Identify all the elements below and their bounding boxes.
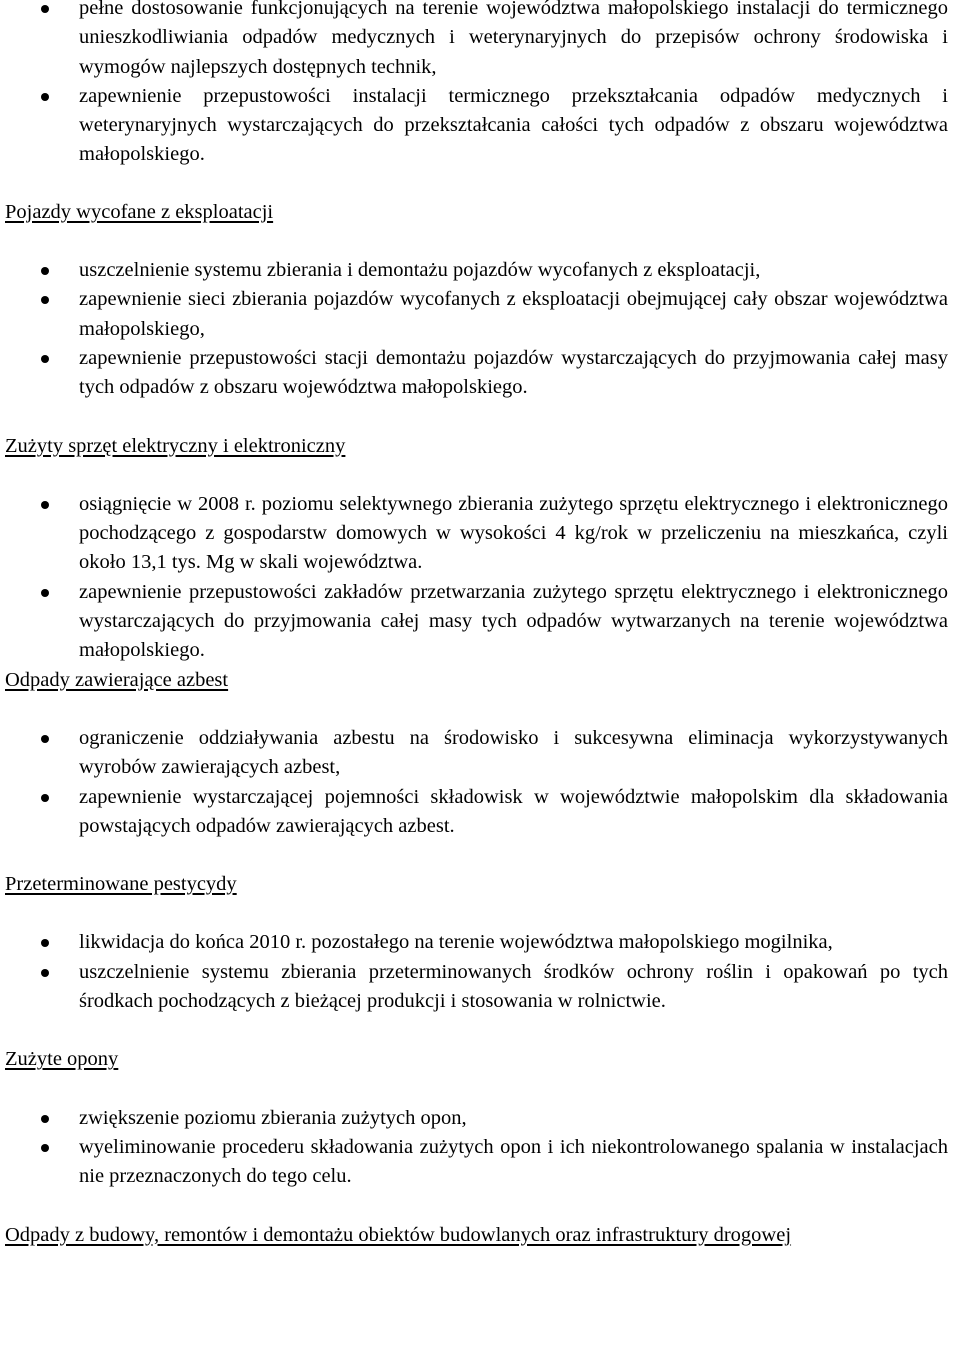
bullet-icon: [41, 5, 49, 13]
list-item: [5, 490, 948, 578]
bullet-list-electronics: [5, 490, 948, 666]
section-heading-pesticides: Przeterminowane pestycydy: [5, 873, 237, 896]
list-item-text: ograniczenie oddziaływania azbestu na środowisko i sukcesywna eliminacja wykorzystywanych wyrobów zawierających azbest,: [79, 726, 948, 779]
list-item-text: pełne dostosowanie funkcjonujących na terenie województwa małopolskiego instalacji do termicznego unieszkodliwiania odpadów medycznych i weterynaryjnych do przepisów ochrony środowiska i wymogów najlepszych dostępnych technik,: [79, 0, 948, 78]
bullet-list-asbestos: [5, 724, 948, 841]
bullet-list-tyres: [5, 1104, 948, 1192]
bullet-list-medical-waste: [5, 0, 948, 170]
list-item-text: zapewnienie przepustowości instalacji termicznego przekształcania odpadów medycznych i weterynaryjnych wystarczających do przekształcania całości tych odpadów z obszaru województwa małopolskiego.: [79, 84, 948, 166]
list-item: [5, 82, 948, 170]
bullet-icon: [41, 355, 49, 363]
list-item: [5, 578, 948, 666]
list-item: [5, 1104, 948, 1133]
bullet-list-vehicles: [5, 256, 948, 402]
list-item-text: wyeliminowanie procederu składowania zużytych opon i ich niekontrolowanego spalania w instalacjach nie przeznaczonych do tego celu.: [79, 1135, 948, 1188]
section-heading-tyres: Zużyte opony: [5, 1048, 119, 1071]
list-item: [5, 1133, 948, 1192]
bullet-icon: [41, 969, 49, 977]
list-item-text: osiągnięcie w 2008 r. poziomu selektywnego zbierania zużytego sprzętu elektrycznego i elektronicznego pochodzącego z gospodarstw domowych w wysokości 4 kg/rok w przeliczeniu na mieszkańca, czyli około 13,1 tys. Mg w skali województwa.: [79, 492, 948, 574]
bullet-icon: [41, 794, 49, 802]
list-item: [5, 928, 948, 957]
list-item-text: uszczelnienie systemu zbierania i demontażu pojazdów wycofanych z eksploatacji,: [79, 259, 761, 282]
list-item: [5, 0, 948, 82]
list-item: [5, 285, 948, 344]
list-item-text: uszczelnienie systemu zbierania przeterminowanych środków ochrony roślin i opakowań po tych środkach pochodzących z bieżącej produkcji i stosowania w rolnictwie.: [79, 960, 948, 1013]
list-item-text: zapewnienie przepustowości zakładów przetwarzania zużytego sprzętu elektrycznego i elektronicznego wystarczających do przyjmowania całej masy tych odpadów wytwarzanych na terenie województwa małopolskiego.: [79, 580, 948, 662]
bullet-icon: [41, 735, 49, 743]
bullet-icon: [41, 1115, 49, 1123]
list-item-text: zapewnienie sieci zbierania pojazdów wycofanych z eksploatacji obejmującej cały obszar województwa małopolskiego,: [79, 288, 948, 340]
bullet-icon: [41, 267, 49, 275]
list-item-text: likwidacja do końca 2010 r. pozostałego na terenie województwa małopolskiego mogilnika,: [79, 931, 833, 954]
list-item-text: zwiększenie poziomu zbierania zużytych opon,: [79, 1106, 467, 1129]
list-item: [5, 783, 948, 842]
list-item: [5, 344, 948, 403]
bullet-icon: [41, 296, 49, 304]
bullet-icon: [41, 1144, 49, 1152]
bullet-icon: [41, 93, 49, 101]
section-heading-asbestos: Odpady zawierające azbest: [5, 668, 229, 691]
section-heading-vehicles: Pojazdy wycofane z eksploatacji: [5, 200, 274, 223]
list-item: [5, 256, 948, 285]
section-heading-electronics: Zużyty sprzęt elektryczny i elektroniczny: [5, 434, 346, 457]
bullet-icon: [41, 589, 49, 597]
section-heading-construction: Odpady z budowy, remontów i demontażu obiektów budowlanych oraz infrastruktury drogowej: [5, 1223, 792, 1246]
bullet-icon: [41, 501, 49, 509]
list-item-text: zapewnienie przepustowości stacji demontażu pojazdów wystarczających do przyjmowania całej masy tych odpadów z obszaru województwa małopolskiego.: [79, 346, 948, 399]
list-item: [5, 724, 948, 783]
bullet-icon: [41, 939, 49, 947]
bullet-list-pesticides: [5, 928, 948, 1016]
list-item: [5, 958, 948, 1017]
list-item-text: zapewnienie wystarczającej pojemności składowisk w województwie małopolskim dla składowania powstających odpadów zawierających azbest.: [79, 785, 948, 837]
